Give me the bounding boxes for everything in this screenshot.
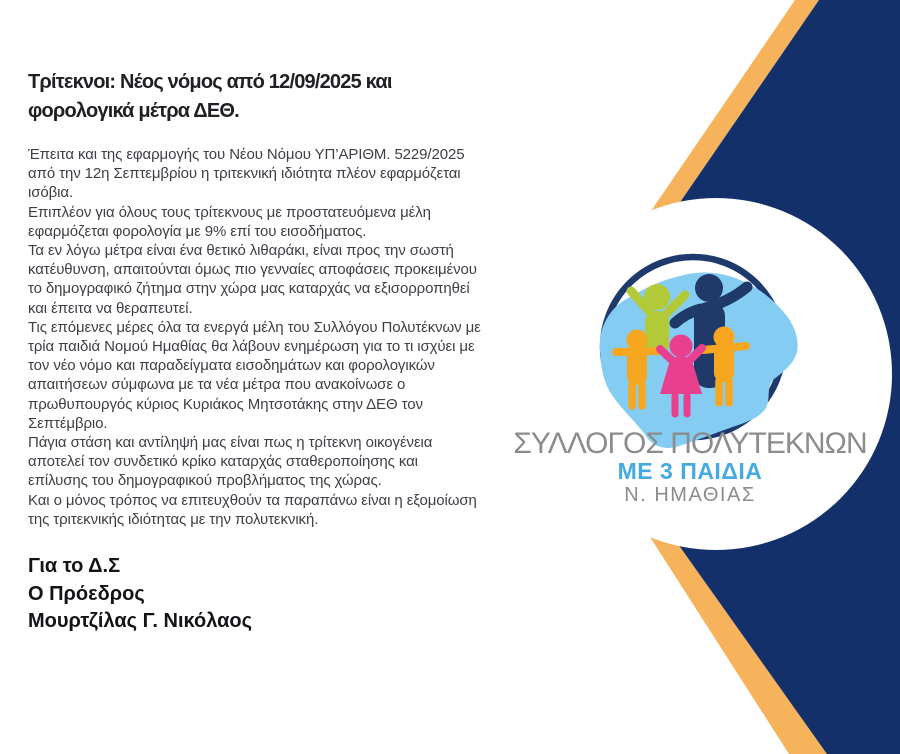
body-line: της τριτεκνικής ιδιότητας με την πολυτεκνική. [28,510,319,528]
signature-line: Ο Πρόεδρος [28,582,145,605]
body-line: ισόβια. [28,184,74,202]
signature-line: Μουρτζίλας Γ. Νικόλαος [28,610,253,632]
orange-right-torso [714,343,734,382]
pink-head [670,335,693,358]
body-line: τρία παιδιά Νομού Ημαθίας θα λάβουν ενημέρωση για το τι ισχύει με [28,338,475,356]
title-line: φορολογικά μέτρα ΔΕΘ. [28,100,239,122]
body-line: Έπειτα και της εφαρμογής του Νέου Νόμου ΥΠ’ΑΡΙΘΜ. 5229/2025 [28,146,465,163]
body-line: αποτελεί τον συνδετικό κρίκο καταρχάς σταθεροποίησης και [28,453,418,471]
body-line: και έπειτα να θεραπευτεί. [28,299,193,317]
body-line: Τις επόμενες μέρες όλα τα ενεργά μέλη του Συλλόγου Πολυτέκνων με [28,318,481,336]
page-title [28,68,392,126]
body-line: Επιπλέον για όλους τους τρίτεκνους με προστατευόμενα μέλη [28,203,431,221]
lime-head [644,284,670,310]
orange-left-torso [627,346,647,385]
body-line: Πάγια στάση και αντίληψή μας είναι πως η τρίτεκνη οικογένεια [28,434,433,452]
logo-org-region: Ν. ΗΜΑΘΙΑΣ [624,484,756,506]
body-line: από την 12η Σεπτεμβρίου η τριτεκνική ιδιότητα πλέον εφαρμόζεται [28,165,461,183]
body-line: απαιτήσεων σύμφωνα με τα νέα μέτρα που ανακοίνωσε ο [28,376,406,394]
body-line: Σεπτέμβριο. [28,414,108,432]
signature-line: Για το Δ.Σ [28,555,121,577]
article-body [28,145,481,529]
body-line: τον νέο νόμο και παραδείγματα εισοδημάτων και φορολογικών [28,357,435,375]
body-line: Και ο μόνος τρόπος να επιτευχθούν τα παραπάνω είναι η εξομοίωση [28,491,477,509]
body-line: Τα εν λόγω μέτρα είναι ένα θετικό λιθαράκι, είναι προς την σωστή [28,242,454,260]
body-line: πρωθυπουργός κύριος Κυριάκος Μητσοτάκης στην ΔΕΘ τον [28,395,423,413]
body-line: επίλυσης του δημογραφικού προβλήματος της χώρας. [28,472,382,490]
body-line: κατέυθυνση, απαιτούνται όμως πιο γενναίες αποφάσεις προκειμένου [28,261,477,279]
navy-head [695,274,723,302]
body-line: εφαρμόζεται φορολογία με 9% επί του εισοδήματος. [28,222,367,240]
logo-org-name: ΣΥΛΛΟΓΟΣ ΠΟΛΥΤΕΚΝΩΝ [513,427,867,460]
logo-org-subtitle: ΜΕ 3 ΠΑΙΔΙΑ [617,458,763,484]
body-line: το δημογραφικό ζήτημα στην χώρα μας καταρχάς να εξισορροπηθεί [28,280,470,298]
signature-block [28,553,252,636]
title-line: Τρίτεκνοι: Νέος νόμος από 12/09/2025 και [28,71,392,93]
